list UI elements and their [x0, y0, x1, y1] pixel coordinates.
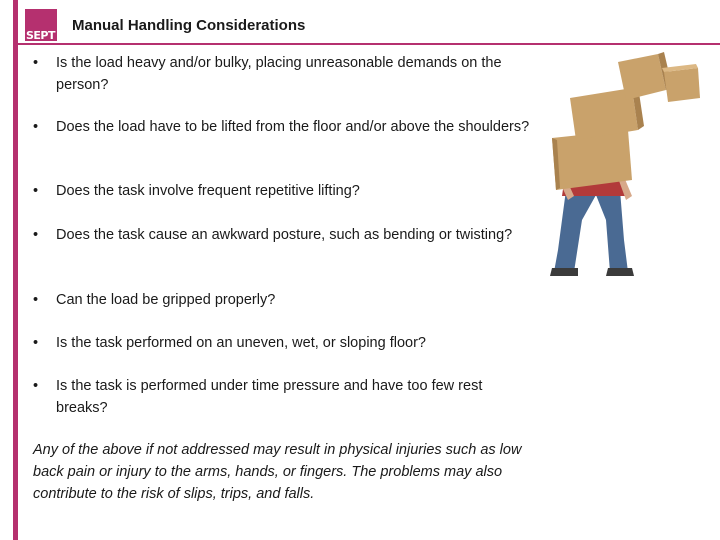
- person-carrying-boxes-illustration: [548, 50, 708, 280]
- summary-text: Any of the above if not addressed may result in physical injuries such as low back pain or injury to the arms, hands, or fingers. The problems may also contribute to the risk of slips, trips, and falls.: [33, 442, 522, 502]
- logo: [25, 9, 57, 41]
- bullet-dot: •: [33, 378, 39, 394]
- list-item: [33, 375, 533, 419]
- list-item-text: Is the task performed on an uneven, wet, or sloping floor?: [56, 335, 426, 351]
- list-item: [33, 289, 275, 311]
- person-shoes: [550, 268, 634, 276]
- list-item-text: Is the task is performed under time pressure and have too few rest breaks?: [56, 378, 483, 416]
- box-falling: [662, 64, 700, 102]
- bullet-dot: •: [33, 119, 39, 135]
- list-item: [33, 116, 529, 138]
- list-item-text: Does the load have to be lifted from the floor and/or above the shoulders?: [56, 119, 530, 135]
- list-item-text: Is the load heavy and/or bulky, placing unreasonable demands on the person?: [56, 55, 502, 93]
- bullet-dot: •: [33, 335, 39, 351]
- list-item: [33, 52, 533, 96]
- list-item-text: Does the task involve frequent repetitive lifting?: [56, 183, 360, 199]
- list-item-text: Does the task cause an awkward posture, such as bending or twisting?: [56, 227, 513, 243]
- person-legs: [554, 190, 628, 272]
- list-item: [33, 180, 360, 202]
- header-divider: [18, 43, 720, 45]
- left-accent-bar: [13, 0, 18, 540]
- list-item-text: Can the load be gripped properly?: [56, 292, 276, 308]
- bullet-dot: •: [33, 183, 39, 199]
- bullet-dot: •: [33, 292, 39, 308]
- list-item: [33, 224, 512, 246]
- bullet-dot: •: [33, 227, 39, 243]
- box-top: [618, 52, 672, 100]
- logo-text: SEPT: [26, 29, 56, 42]
- page-title: Manual Handling Considerations: [72, 17, 306, 34]
- list-item: [33, 332, 426, 354]
- box-bottom: [552, 130, 632, 190]
- bullet-dot: •: [33, 55, 39, 71]
